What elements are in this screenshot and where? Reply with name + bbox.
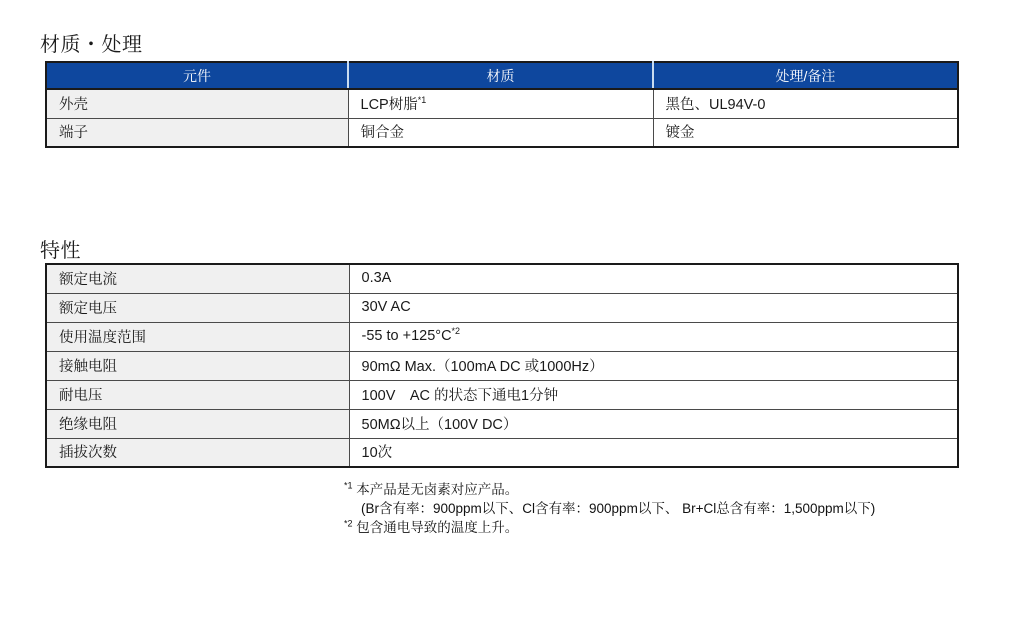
spec-value: -55 to +125°C [361, 328, 452, 344]
cell-material [348, 89, 653, 118]
cell-spec-value [349, 409, 958, 438]
cell-treatment: 黑色、UL94V-0 [653, 89, 958, 118]
table-row [46, 293, 958, 322]
table-row [46, 380, 958, 409]
spec-value: 10次 [361, 445, 393, 462]
cell-spec-label: 耐电压 [46, 380, 349, 409]
materials-header-row [46, 62, 958, 89]
cell-spec-label: 接触电阻 [46, 351, 349, 380]
footnote-2-marker: *2 [344, 518, 353, 529]
table-row [46, 409, 958, 438]
spec-value: 0.3A [361, 270, 392, 287]
header-cell-treatment: 处理/备注 [653, 62, 958, 89]
cell-component: 外壳 [46, 89, 348, 118]
cell-component: 端子 [46, 118, 348, 147]
footnote-1-line-1 [344, 480, 984, 499]
spec-value: 90mΩ Max.（100mA DC 或1000Hz） [361, 358, 604, 375]
cell-spec-value [349, 322, 958, 351]
spec-value: 50MΩ以上（100V DC） [361, 416, 518, 433]
footnote-1-line-2 [344, 499, 984, 518]
table-row [46, 438, 958, 467]
footnote-ref: *2 [451, 326, 461, 337]
spec-value: 30V AC [361, 299, 411, 315]
cell-spec-label: 使用温度范围 [46, 322, 349, 351]
material-value: LCP树脂 [360, 96, 418, 113]
characteristics-table [45, 263, 959, 468]
footnotes [344, 480, 984, 537]
spec-value: 100V AC 的状态下通电1分钟 [361, 387, 559, 404]
cell-spec-value [349, 438, 958, 467]
header-cell-material: 材质 [348, 62, 653, 89]
cell-spec-label: 插拔次数 [46, 438, 349, 467]
table-row [46, 351, 958, 380]
material-value: 铜合金 [360, 125, 404, 142]
cell-spec-value [349, 380, 958, 409]
footnote-1-text: 本产品是无卤素对应产品。 [356, 482, 519, 497]
footnote-2-text: 包含通电导致的温度上升。 [356, 520, 519, 535]
table-row [46, 322, 958, 351]
cell-spec-label: 额定电流 [46, 264, 349, 293]
cell-spec-label: 绝缘电阻 [46, 409, 349, 438]
materials-table [45, 61, 959, 148]
cell-spec-value [349, 264, 958, 293]
table-row [46, 89, 958, 118]
cell-treatment: 镀金 [653, 118, 958, 147]
footnote-1-text-continued: (Br含有率：900ppm以下、Cl含有率：900ppm以下、 Br+Cl总含有率：1,500ppm以下) [361, 501, 876, 516]
table-row [46, 264, 958, 293]
footnote-1-marker: *1 [344, 480, 353, 491]
footnote-ref: *1 [417, 94, 427, 105]
footnote-2-line-1 [344, 518, 984, 537]
section-title-materials: 材质・处理 [40, 34, 143, 56]
section-title-characteristics: 特性 [40, 240, 81, 262]
table-row [46, 118, 958, 147]
header-cell-component: 元件 [46, 62, 348, 89]
cell-spec-value [349, 293, 958, 322]
cell-spec-label: 额定电压 [46, 293, 349, 322]
cell-spec-value [349, 351, 958, 380]
cell-material [348, 118, 653, 147]
